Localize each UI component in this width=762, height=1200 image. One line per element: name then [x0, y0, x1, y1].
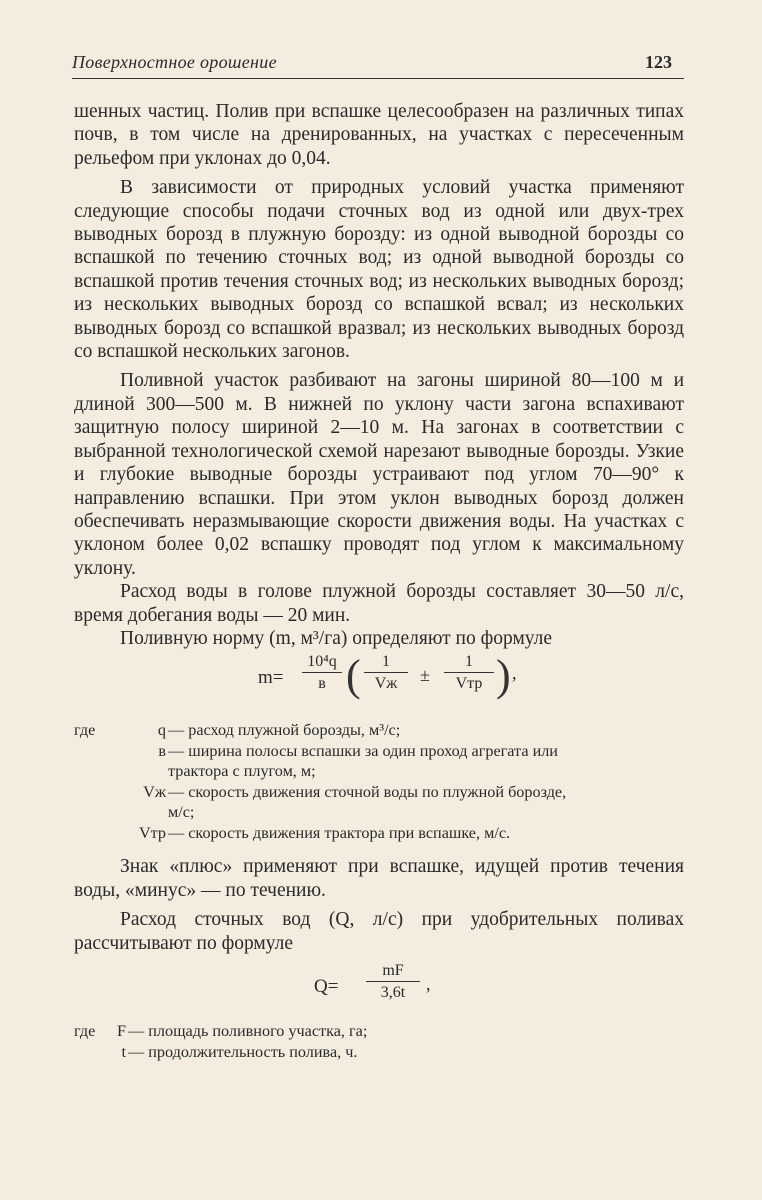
formula-m-term1	[364, 652, 408, 695]
formula-irrigation-norm	[74, 652, 684, 714]
legend-row-f	[74, 1021, 684, 1042]
formula-m-tail: ,	[512, 663, 517, 684]
formula-m-coefficient	[302, 652, 342, 695]
legend-text: — площадь поливного участка, га;	[128, 1021, 368, 1040]
legend-symbol: q	[157, 721, 166, 740]
legend-text: — продолжительность полива, ч.	[128, 1042, 358, 1061]
formula-q-tail: ,	[426, 973, 431, 994]
legend-symbol: F	[116, 1021, 126, 1040]
formula-m-operator: ±	[420, 665, 430, 686]
right-paren: )	[496, 651, 511, 701]
legend-text: — ширина полосы вспашки за один проход агрегата или	[168, 741, 558, 760]
legend-continuation: трактора с плугом, м;	[168, 762, 316, 781]
legend-continuation: м/с;	[168, 803, 195, 822]
legend-lead: где	[74, 1021, 96, 1040]
term2-denominator: Vтр	[455, 675, 483, 693]
coef-numerator: 10⁴q	[307, 653, 337, 671]
page-header	[72, 50, 672, 74]
paragraph-3: Поливной участок разбивают на загоны шириной 80—100 м и длиной 300—500 м. В нижней по уклону части загона вспахивают защитную полосу шириной 2—10 м. На загонах в соответствии с выбранной технологической схемой нарезают выводные борозды. Узкие и глубокие выводные борозды устраивают под углом 70—90° к направлению вспашки. При этом уклон выводных борозд должен обеспечивать неразмывающие скорости движения воды. На участках с уклоном более 0,02 вспашку проводят под углом к максимальному уклону.	[74, 370, 684, 579]
legend-formula-m	[74, 720, 684, 843]
paragraph-2: В зависимости от природных условий участка применяют следующие способы подачи сточных вод из одной или двух-трех выводных борозд в плужную борозду: из одной выводной борозды со вспашкой по течению сточных вод; из одной выводной борозды со вспашкой против течения сточных вод; из нескольких выводных борозд; из нескольких выводных борозд со вспашкой всвал; из нескольких выводных борозд со вспашкой вразвал; из нескольких выводных борозд со вспашкой нескольких загонов.	[74, 177, 684, 363]
legend-text: — скорость движения трактора при вспашке, м/с.	[168, 823, 511, 842]
formula-m-lhs: m=	[258, 667, 284, 689]
term1-numerator: 1	[382, 653, 390, 671]
paragraph-4: Расход воды в голове плужной борозды составляет 30—50 л/с, время добегания воды — 20 мин.	[74, 581, 684, 626]
header-rule	[72, 78, 684, 79]
formula-q-fraction	[366, 961, 420, 1004]
legend-symbol: Vтр	[138, 823, 166, 842]
legend-symbol: t	[121, 1042, 126, 1061]
paragraph-5: Поливную норму (m, м³/га) определяют по формуле	[120, 627, 553, 649]
q-denominator: 3,6t	[380, 983, 406, 1001]
legend-row-vtr	[74, 823, 684, 844]
legend-row-vzh	[74, 782, 684, 803]
legend-symbol: Vж	[143, 782, 166, 801]
paragraph-7: Расход сточных вод (Q, л/с) при удобрительных поливах рассчитывают по формуле	[74, 909, 684, 954]
page-body	[74, 100, 684, 1063]
q-numerator: mF	[382, 961, 404, 979]
formula-m-term2	[444, 652, 494, 695]
formula-q-lhs: Q=	[314, 975, 339, 997]
legend-row-b	[74, 741, 684, 762]
legend-formula-q	[74, 1021, 684, 1063]
legend-row-q	[74, 720, 684, 741]
legend-row-t	[74, 1042, 684, 1063]
term1-denominator: Vж	[374, 675, 398, 693]
legend-symbol: в	[158, 741, 166, 760]
page-number: 123	[645, 52, 672, 72]
left-paren: (	[346, 651, 361, 701]
legend-text: — скорость движения сточной воды по плужной борозде,	[168, 782, 567, 801]
term2-numerator: 1	[465, 653, 473, 671]
legend-lead: где	[74, 721, 96, 740]
running-head: Поверхностное орошение	[72, 52, 277, 72]
formula-wastewater-flow	[74, 959, 684, 1017]
coef-denominator: в	[318, 675, 326, 693]
legend-text: — расход плужной борозды, м³/с;	[168, 721, 401, 740]
paragraph-6: Знак «плюс» применяют при вспашке, идущей против течения воды, «минус» — по течению.	[74, 856, 684, 901]
paragraph-1: шенных частиц. Полив при вспашке целесообразен на различных типах почв, в том числе на дренированных, на участках с пересеченным рельефом при уклонах до 0,04.	[74, 101, 684, 169]
